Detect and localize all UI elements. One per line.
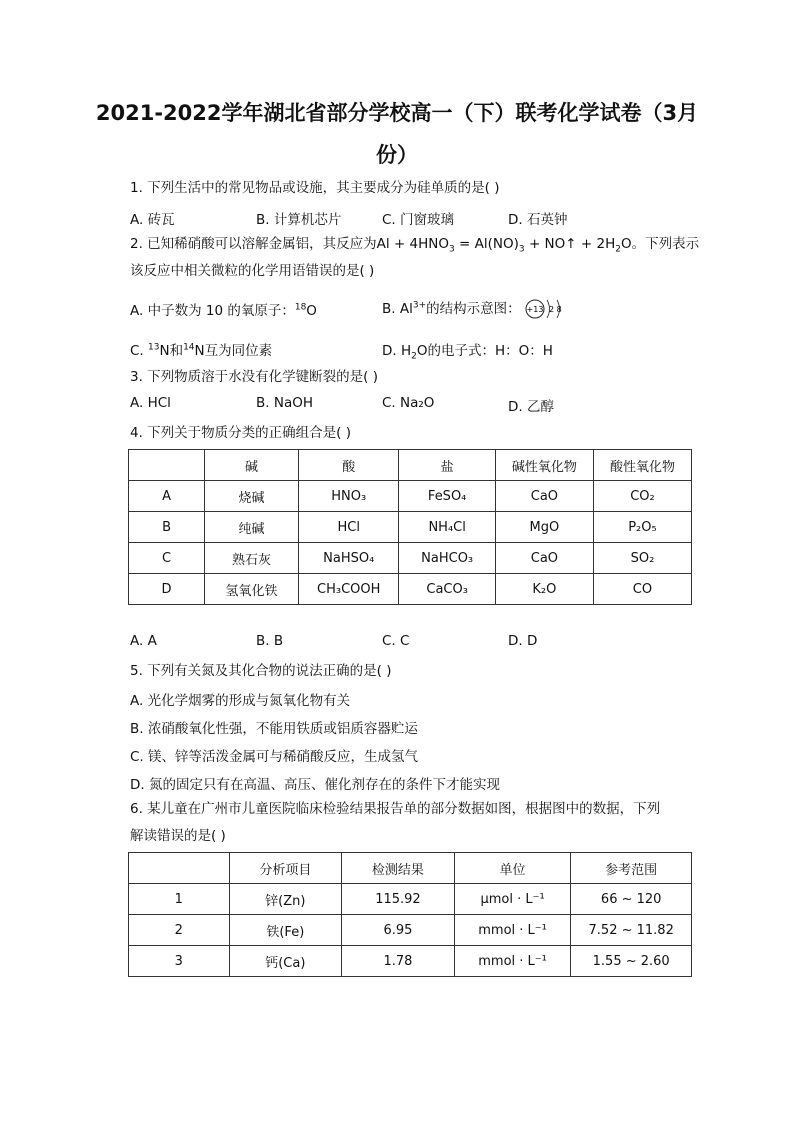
table-cell: 铁(Fe) [229,915,342,946]
table-cell: C [129,543,205,574]
table-header-cell: 检测结果 [342,853,455,884]
table-cell: CaO [495,543,593,574]
table-cell: CH₃COOH [298,574,398,605]
title-line-1: 2021-2022学年湖北省部分学校高一（下）联考化学试卷（3月 [95,101,699,125]
q3-option-a: A. HCl [130,395,171,411]
table-header-cell: 酸性氧化物 [593,450,691,481]
table-cell: CO [593,574,691,605]
table-header-row [129,853,692,884]
al-ion-structure-diagram [525,297,573,321]
table-cell: NH₄Cl [399,512,495,543]
table-cell: 6.95 [342,915,455,946]
table-cell: 2 [129,915,230,946]
atom-shells-label: 2 8 [548,305,562,314]
table-cell: K₂O [495,574,593,605]
q2-option-b [382,297,573,321]
table-header-cell: 分析项目 [229,853,342,884]
table-cell: 66 ~ 120 [571,884,692,915]
q2-stem-line-2: 该反应中相关微粒的化学用语错误的是( ) [130,263,375,279]
q2-option-a-mass: 18 [294,302,307,313]
table-cell: FeSO₄ [399,481,495,512]
table-cell: CaCO₃ [399,574,495,605]
title-line-2: 份） [376,143,418,167]
table-cell: 烧碱 [205,481,299,512]
q4-option-b: B. B [256,633,284,649]
q4-stem: 4. 下列关于物质分类的正确组合是( ) [130,425,351,441]
q5-option-a: A. 光化学烟雾的形成与氮氧化物有关 [130,693,351,709]
q1-option-a: A. 砖瓦 [130,212,175,228]
table-cell: 钙(Ca) [229,946,342,977]
table-cell: B [129,512,205,543]
q2-option-d: D. $H_2O$的电子式：H：O：H [382,343,553,362]
table-cell: 115.92 [342,884,455,915]
q1-option-d: D. 石英钟 [508,212,568,228]
table-cell: D [129,574,205,605]
q5-option-c: C. 镁、锌等活泼金属可与稀硝酸反应，生成氢气 [130,749,419,765]
q3-stem: 3. 下列物质溶于水没有化学键断裂的是( ) [130,369,378,385]
q5-option-b: B. 浓硝酸氧化性强，不能用铁质或铝质容器贮运 [130,721,418,737]
q6-stem-line-1: 6. 某儿童在广州市儿童医院临床检验结果报告单的部分数据如图，根据图中的数据，下列 [130,801,661,817]
q5-stem: 5. 下列有关氮及其化合物的说法正确的是( ) [130,663,392,679]
table-cell: A [129,481,205,512]
q2-stem-part-2: = Al(NO [454,236,514,252]
table-cell: P₂O₅ [593,512,691,543]
q2-stem-part-3: + NO↑ + 2H [524,236,616,252]
q2-option-d-text: D. H [382,343,412,359]
table-cell: MgO [495,512,593,543]
q2-option-c-mass-2: 14 [183,342,195,353]
table-cell: 锌(Zn) [229,884,342,915]
q2-option-a-symbol: O [306,303,317,319]
table-cell: μmol · L⁻¹ [454,884,571,915]
table-cell: CaO [495,481,593,512]
table-cell: 7.52 ~ 11.82 [571,915,692,946]
q2-option-b-tail: 的结构示意图： [426,301,521,317]
table-cell: mmol · L⁻¹ [454,915,571,946]
table-cell: HCl [298,512,398,543]
q6-stem-line-2: 解读错误的是( ) [130,828,226,844]
q6-lab-results-table [128,852,692,977]
table-row [129,481,692,512]
table-cell: SO₂ [593,543,691,574]
table-header-cell: 参考范围 [571,853,692,884]
table-row [129,884,692,915]
table-cell: 1.78 [342,946,455,977]
table-cell: NaHCO₃ [399,543,495,574]
q2-option-c-tail: N互为同位素 [194,343,273,359]
table-cell: CO₂ [593,481,691,512]
q2-stem-part-4: O。下列表示 [620,236,700,252]
table-cell: 1.55 ~ 2.60 [571,946,692,977]
q2-option-c-prefix: C. [130,343,149,359]
table-cell: 氢氧化铁 [205,574,299,605]
table-row [129,543,692,574]
q1-option-b: B. 计算机芯片 [256,212,342,228]
table-row [129,512,692,543]
q4-option-c: C. C [382,633,410,649]
table-cell: 3 [129,946,230,977]
table-row [129,574,692,605]
table-header-cell [129,853,230,884]
q5-option-d: D. 氮的固定只有在高温、高压、催化剂存在的条件下才能实现 [130,777,500,793]
table-header-cell: 单位 [454,853,571,884]
q2-option-c-mass-1: 13 [148,342,160,353]
table-header-cell: 碱 [205,450,299,481]
q4-classification-table [128,449,692,605]
q3-option-c: C. Na₂O [382,395,435,411]
q3-option-b: B. NaOH [256,395,313,411]
q2-stem-line-1: 2. 已知稀硝酸可以溶解金属铝，其反应为$Al + 4HNO_3 = Al(NO)_3$ + NO↑ + $2H_2O$。下列表示 [130,236,700,255]
q2-option-b-charge: 3+ [412,300,427,311]
q2-option-b-text: B. Al [382,301,413,317]
table-row [129,915,692,946]
q2-option-d-tail: O的电子式：H：O：H [416,343,553,359]
table-header-cell: 酸 [298,450,398,481]
q2-stem-part-1: 2. 已知稀硝酸可以溶解金属铝，其反应为Al + 4HNO [130,236,450,252]
q1-stem: 1. 下列生活中的常见物品或设施，其主要成分为硅单质的是( ) [130,180,500,196]
table-header-cell [129,450,205,481]
q3-option-d: D. 乙醇 [508,399,554,415]
table-row [129,946,692,977]
table-cell: 熟石灰 [205,543,299,574]
q4-option-a: A. A [130,633,157,649]
table-cell: mmol · L⁻¹ [454,946,571,977]
table-cell: 纯碱 [205,512,299,543]
q2-option-a [130,299,317,319]
q1-option-c: C. 门窗玻璃 [382,212,455,228]
table-cell: 1 [129,884,230,915]
table-cell: HNO₃ [298,481,398,512]
q2-option-c [130,339,272,359]
table-header-cell: 盐 [399,450,495,481]
q2-option-a-text: A. 中子数为 10 的氧原子： [130,303,295,319]
q4-option-d: D. D [508,633,538,649]
q2-option-c-mid: N和 [159,343,184,359]
table-header-row [129,450,692,481]
table-cell: NaHSO₄ [298,543,398,574]
exam-title [90,92,704,176]
atom-nucleus-label: +13 [526,305,544,314]
table-header-cell: 碱性氧化物 [495,450,593,481]
